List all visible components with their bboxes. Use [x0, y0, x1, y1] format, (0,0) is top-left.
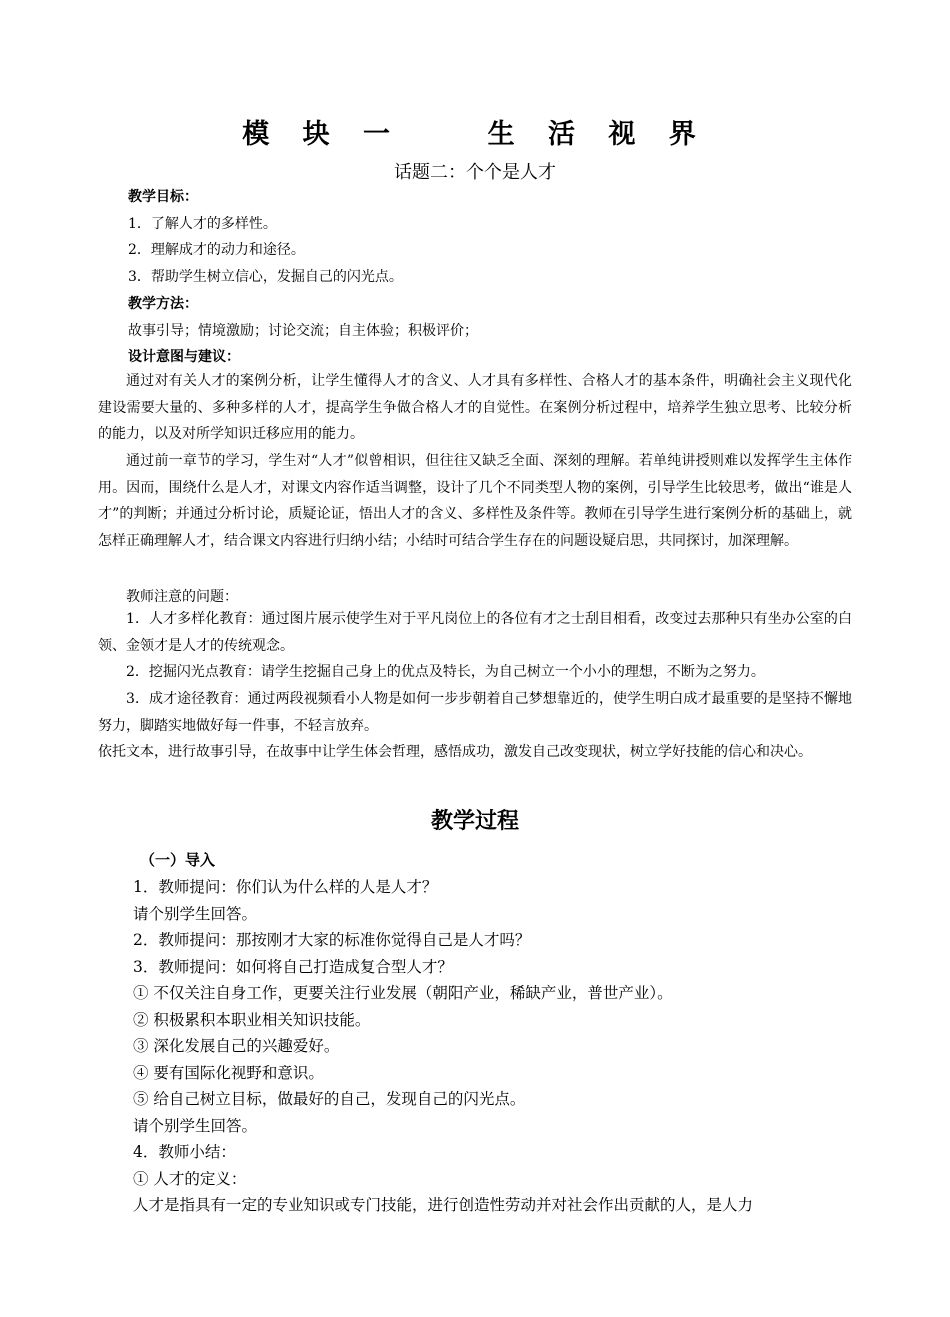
process-heading: 教学过程	[430, 808, 519, 834]
process-line: 4．教师小结：	[133, 1143, 236, 1161]
note-item: 2．挖掘闪光点教育：请学生挖掘自己身上的优点及特长，为自己树立一个小小的理想，不断为之努力。	[126, 664, 765, 680]
objective-item: 1．了解人才的多样性。	[128, 216, 277, 232]
design-paragraph: 通过对有关人才的案例分析，让学生懂得人才的含义、人才具有多样性、合格人才的基本条件，明确社会主义现代化建设需要大量的、多种多样的人才，提高学生争做合格人才的自觉性。在案例分析过程中，培养学生独立思考、比较分析的能力，以及对所学知识迁移应用的能力。	[98, 373, 852, 442]
notes-heading: 教师注意的问题：	[126, 589, 238, 605]
process-line: 请个别学生回答。	[133, 905, 258, 923]
process-line: ④ 要有国际化视野和意识。	[133, 1064, 324, 1082]
process-line: 2．教师提问：那按刚才大家的标准你觉得自己是人才吗？	[133, 931, 531, 949]
design-heading: 设计意图与建议：	[128, 349, 240, 365]
process-line: ③ 深化发展自己的兴趣爱好。	[133, 1037, 340, 1055]
process-line: ① 不仅关注自身工作，更要关注行业发展（朝阳产业，稀缺产业，普世产业）。	[133, 984, 673, 1002]
design-paragraph: 依托文本，进行故事引导，在故事中让学生体会哲理，感悟成功，激发自己改变现状，树立学好技能的信心和决心。	[98, 744, 812, 760]
process-line: 请个别学生回答。	[133, 1117, 258, 1135]
note-item: 3．成才途径教育：通过两段视频看小人物是如何一步步朝着自己梦想靠近的，使学生明白成才最重要的是坚持不懈地努力，脚踏实地做好每一件事，不轻言放弃。	[98, 691, 852, 734]
note-item: 1．人才多样化教育：通过图片展示使学生对于平凡岗位上的各位有才之士刮目相看，改变过去那种只有坐办公室的白领、金领才是人才的传统观念。	[98, 611, 852, 654]
methods-text: 故事引导；情境激励；讨论交流；自主体验；积极评价；	[128, 323, 478, 339]
process-line: 3．教师提问：如何将自己打造成复合型人才？	[133, 958, 453, 976]
objective-item: 3．帮助学生树立信心，发掘自己的闪光点。	[128, 269, 403, 285]
module-title: 模 块 一 生 活 视 界	[242, 119, 708, 150]
topic-subtitle: 话题二：个个是人才	[394, 162, 556, 183]
section-heading: （一）导入	[140, 851, 216, 869]
design-paragraph: 通过前一章节的学习，学生对“人才”似曾相识，但往往又缺乏全面、深刻的理解。若单纯讲授则难以发挥学生主体作用。因而，围绕什么是人才，对课文内容作适当调整，设计了几个不同类型人物的案例，引导学生比较思考，做出“谁是人才”的判断；并通过分析讨论，质疑论证，悟出人才的含义、多样性及条件等。教师在引导学生进行案例分析的基础上，就怎样正确理解人才，结合课文内容进行归纳小结；小结时可结合学生存在的问题设疑启思，共同探讨，加深理解。	[98, 453, 852, 549]
methods-heading: 教学方法：	[128, 296, 198, 312]
process-line: ⑤ 给自己树立目标，做最好的自己，发现自己的闪光点。	[133, 1090, 526, 1108]
process-line: 1．教师提问：你们认为什么样的人是人才？	[133, 878, 438, 896]
objective-item: 2．理解成才的动力和途径。	[128, 242, 305, 258]
process-line: ② 积极累积本职业相关知识技能。	[133, 1011, 371, 1029]
objectives-heading: 教学目标：	[128, 189, 198, 205]
process-line: ① 人才的定义：	[133, 1170, 247, 1188]
process-line: 人才是指具有一定的专业知识或专门技能，进行创造性劳动并对社会作出贡献的人，是人力	[133, 1196, 754, 1214]
